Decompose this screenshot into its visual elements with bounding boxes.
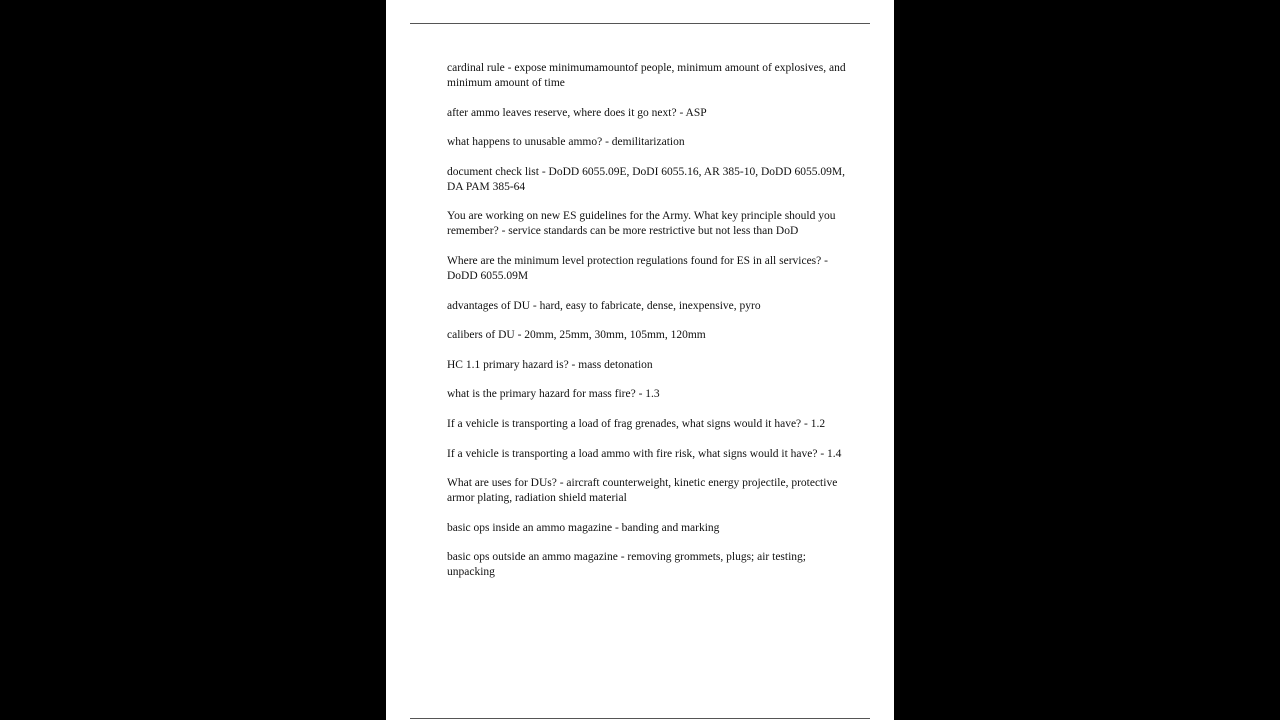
entry-frag-grenades: If a vehicle is transporting a load of frag grenades, what signs would it have? - 1.2 [447, 417, 826, 430]
entry-after-reserve: after ammo leaves reserve, where does it go next? - ASP [447, 106, 707, 119]
entry-minimum-protection: Where are the minimum level protection regulations found for ES in all services? - DoDD 6055.09M [447, 254, 828, 282]
entry-mass-fire: what is the primary hazard for mass fire? - 1.3 [447, 388, 660, 401]
entry-ops-outside: basic ops outside an ammo magazine - removing grommets, plugs; air testing; unpacking [447, 551, 806, 579]
entry-unusable-ammo: what happens to unusable ammo? - demilitarization [447, 136, 685, 149]
entry-du-calibers: calibers of DU - 20mm, 25mm, 30mm, 105mm, 120mm [447, 329, 706, 342]
top-rule [410, 23, 870, 24]
document-page [386, 0, 894, 720]
entry-hc-1-1: HC 1.1 primary hazard is? - mass detonation [447, 358, 653, 371]
page-content [447, 61, 847, 595]
entry-du-uses: What are uses for DUs? - aircraft counterweight, kinetic energy projectile, protective armor plating, radiation shield material [447, 477, 838, 505]
entry-cardinal-rule: cardinal rule - expose minimumamountof people, minimum amount of explosives, and minimum amount of time [447, 62, 846, 89]
entry-ops-inside: basic ops inside an ammo magazine - banding and marking [447, 521, 720, 534]
bottom-rule [410, 718, 870, 719]
entry-du-advantages: advantages of DU - hard, easy to fabricate, dense, inexpensive, pyro [447, 299, 761, 312]
entry-fire-risk: If a vehicle is transporting a load ammo with fire risk, what signs would it have? - 1.4 [447, 447, 842, 460]
entry-es-guidelines: You are working on new ES guidelines for the Army. What key principle should you remember? - service standards can be more restrictive but not less than DoD [447, 210, 836, 238]
entry-document-checklist: document check list - DoDD 6055.09E, DoDI 6055.16, AR 385-10, DoDD 6055.09M, DA PAM 385-64 [447, 165, 845, 193]
